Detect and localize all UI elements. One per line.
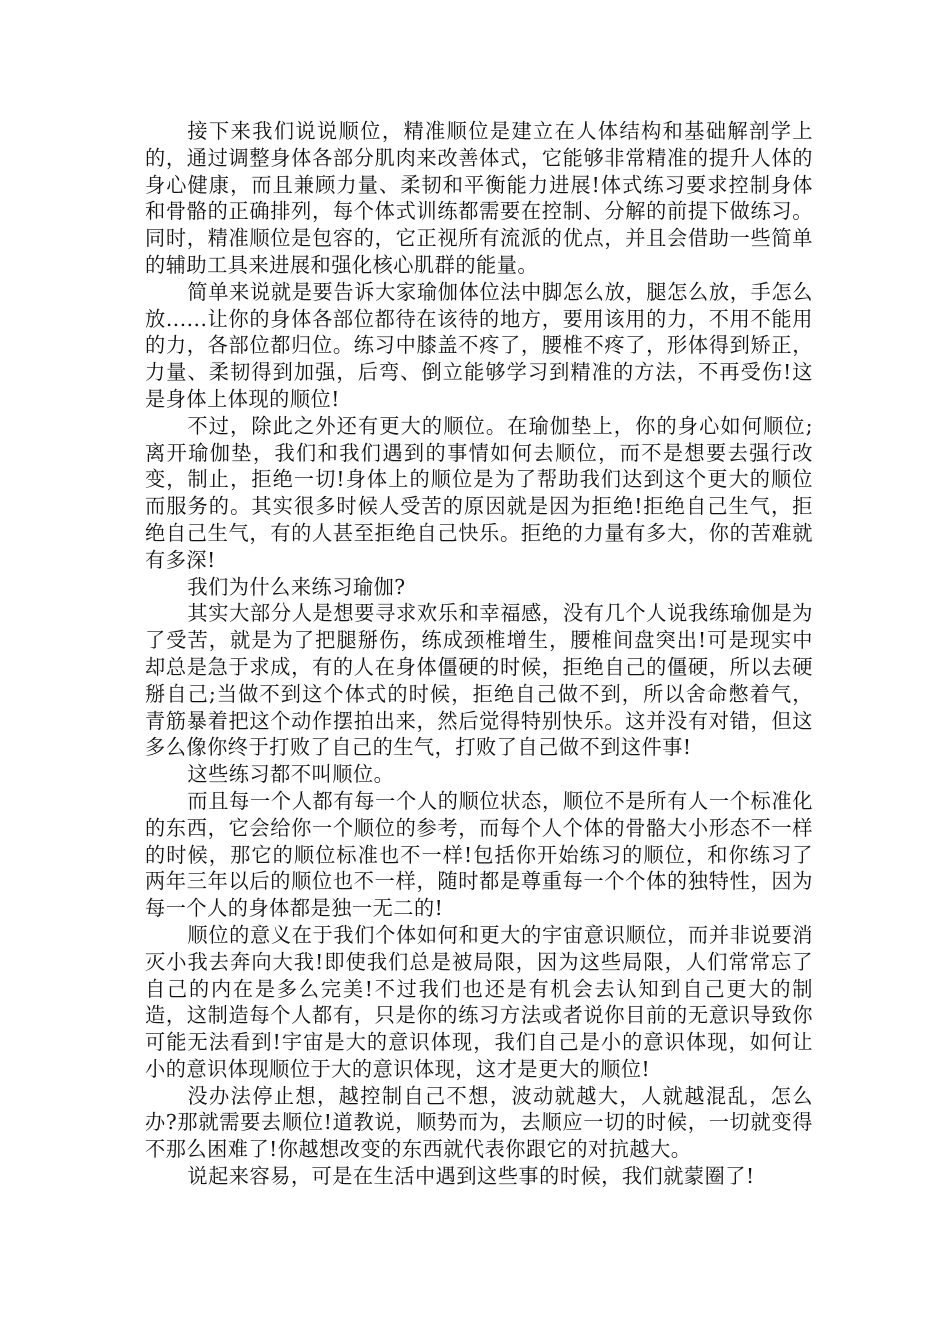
paragraph-9: 没办法停止想，越控制自己不想，波动就越大，人就越混乱，怎么办?那就需要去顺位!道教说，顺势而为，去顺应一切的时候，一切就变得不那么困难了!你越想改变的东西就代表你跟它的对抗越大。 — [145, 1083, 813, 1162]
paragraph-6: 这些练习都不叫顺位。 — [187, 762, 395, 787]
paragraph-3: 不过，除此之外还有更大的顺位。在瑜伽垫上，你的身心如何顺位;离开瑜伽垫，我们和我们遇到的事情如何去顺位，而不是想要去强行改变，制止，拒绝一切!身体上的顺位是为了帮助我们达到这个更大的顺位而服务的。其实很多时候人受苦的原因就是因为拒绝!拒绝自己生气，拒绝自己生气，有的人甚至拒绝自己快乐。拒绝的力量有多大，你的苦难就有多深! — [145, 413, 813, 572]
paragraph-1: 接下来我们说说顺位，精准顺位是建立在人体结构和基础解剖学上的，通过调整身体各部分肌肉来改善体式，它能够非常精准的提升人体的身心健康，而且兼顾力量、柔韧和平衡能力进展!体式练习要求控制身体和骨骼的正确排列，每个体式训练都需要在控制、分解的前提下做练习。同时，精准顺位是包容的，它正视所有流派的优点，并且会借助一些简单的辅助工具来进展和强化核心肌群的能量。 — [145, 119, 813, 277]
paragraph-2: 简单来说就是要告诉大家瑜伽体位法中脚怎么放，腿怎么放，手怎么放......让你的身体各部位都待在该待的地方，要用该用的力，不用不能用的力，各部位都归位。练习中膝盖不疼了，腰椎不疼了，形体得到矫正，力量、柔韧得到加强，后弯、倒立能够学习到精准的方法，不再受伤!这是身体上体现的顺位! — [145, 279, 813, 411]
document-page — [145, 118, 813, 1190]
paragraph-4: 我们为什么来练习瑜伽? — [187, 574, 406, 599]
paragraph-8: 顺位的意义在于我们个体如何和更大的宇宙意识顺位，而并非说要消灭小我去奔向大我!即使我们总是被局限，因为这些局限，人们常常忘了自己的内在是多么完美!不过我们也还是有机会去认知到自己更大的制造，这制造每个人都有，只是你的练习方法或者说你目前的无意识导致你可能无法看到!宇宙是大的意识体现，我们自己是小的意识体现，如何让小的意识体现顺位于大的意识体现，这才是更大的顺位! — [145, 922, 813, 1081]
paragraph-7: 而且每一个人都有每一个人的顺位状态，顺位不是所有人一个标准化的东西，它会给你一个顺位的参考，而每个人个体的骨骼大小形态不一样的时候，那它的顺位标准也不一样!包括你开始练习的顺位，和你练习了两年三年以后的顺位也不一样，随时都是尊重每一个个体的独特性，因为每一个人的身体都是独一无二的! — [145, 788, 813, 921]
paragraph-10: 说起来容易，可是在生活中遇到这些事的时候，我们就蒙圈了! — [187, 1164, 755, 1189]
paragraph-5: 其实大部分人是想要寻求欢乐和幸福感，没有几个人说我练瑜伽是为了受苦，就是为了把腿掰伤，练成颈椎增生，腰椎间盘突出!可是现实中却总是急于求成，有的人在身体僵硬的时候，拒绝自己的僵硬，所以去硬掰自己;当做不到这个体式的时候，拒绝自己做不到，所以舍命憋着气，青筋暴着把这个动作摆拍出来，然后觉得特别快乐。这并没有对错，但这多么像你终于打败了自己的生气，打败了自己做不到这件事! — [145, 601, 813, 760]
